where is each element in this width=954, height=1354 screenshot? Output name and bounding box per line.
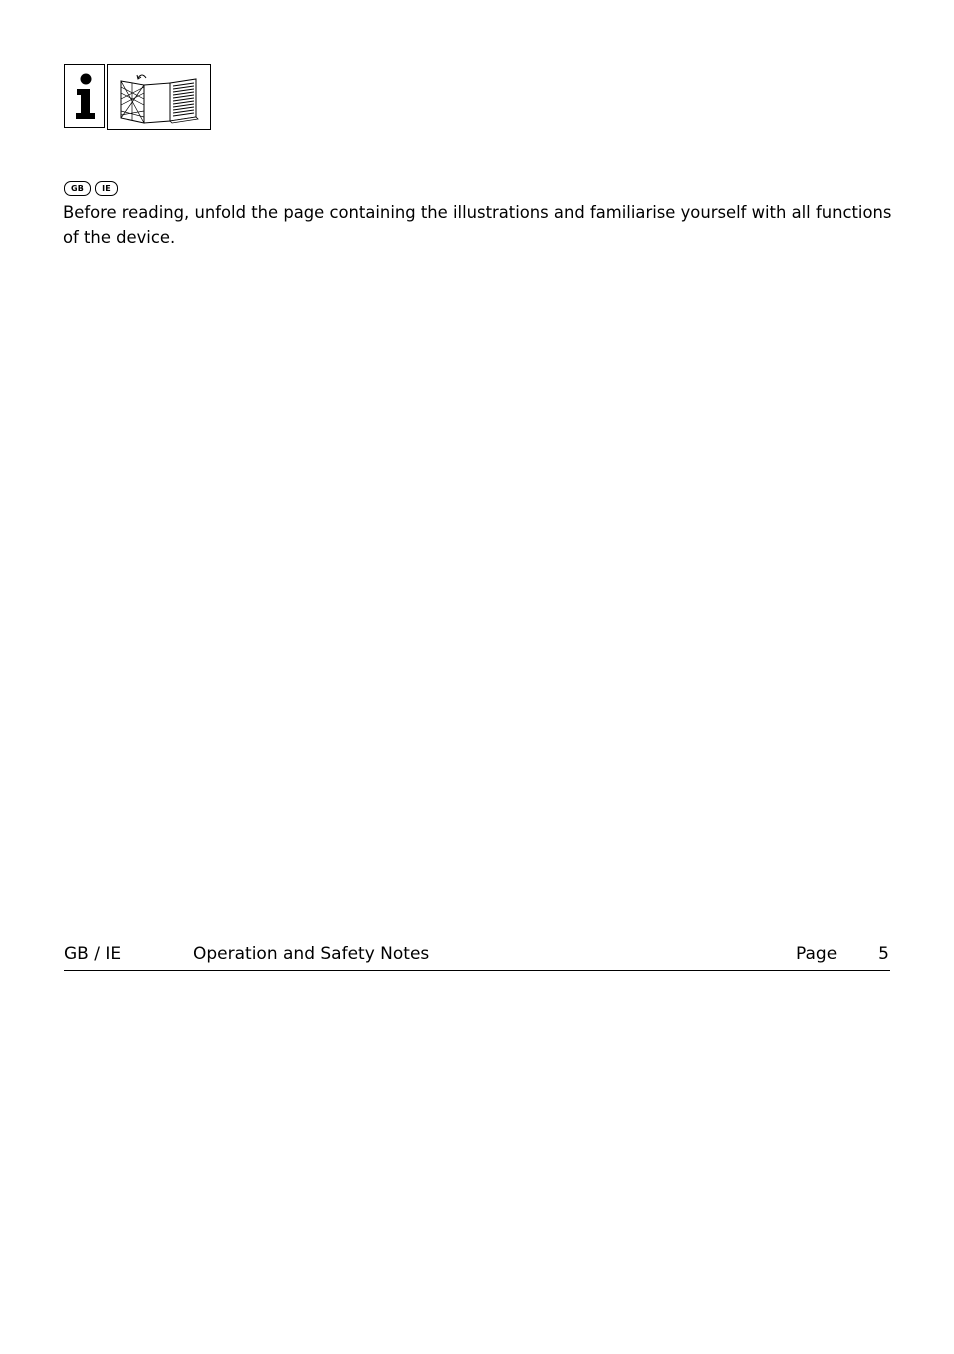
toc-row [64,942,890,971]
toc-country: GB / IE [64,944,122,964]
info-icon [64,64,105,128]
language-badge-gb: GB [64,181,91,196]
header-icons [64,64,211,130]
toc-title: Operation and Safety Notes [193,944,430,964]
language-badges [64,181,118,196]
toc-page-label: Page [796,944,838,964]
language-badge-ie: IE [95,181,118,196]
toc-page-number: 5 [878,944,889,964]
info-glyph [65,65,104,127]
unfold-manual-icon [107,64,211,130]
intro-paragraph: Before reading, unfold the page containing the illustrations and familiarise yourself with all functions of the device. [63,203,892,247]
unfold-manual-drawing [108,65,210,129]
